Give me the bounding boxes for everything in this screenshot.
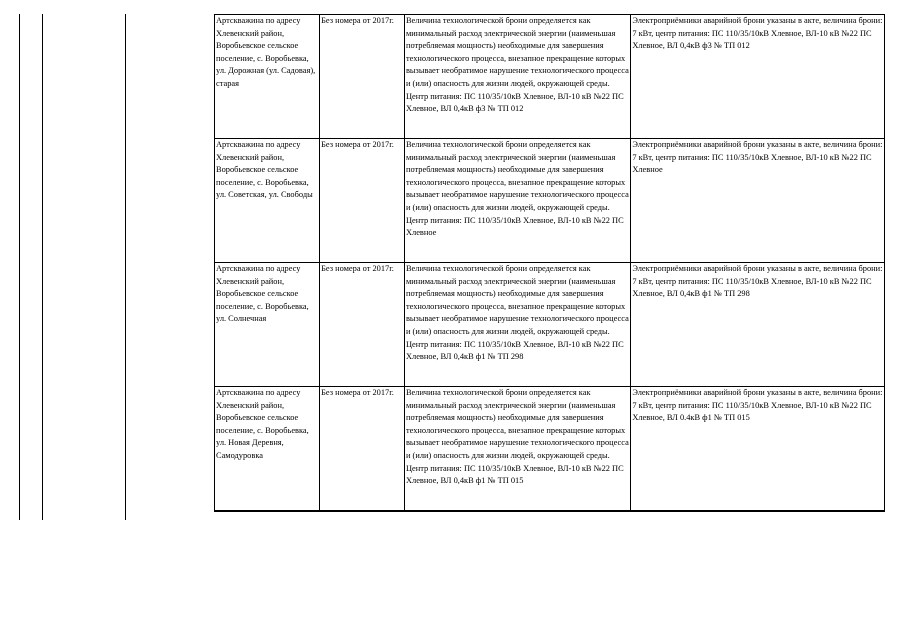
- number-cell: Без номера от 2017г.: [320, 139, 405, 263]
- object-cell: Артскважина по адресу Хлевенский район, Воробьевское сельское поселение, с. Воробьевка, ул. Новая Деревня, Самодуровка: [215, 387, 320, 512]
- emergency-cell: Электроприёмники аварийной брони указаны в акте, величина брони: 7 кВт, центр питания: ПС 110/35/10кВ Хлевное, ВЛ-10 кВ №22 ПС Хлевное, ВЛ 0,4кВ ф1 № ТП 298: [631, 263, 885, 387]
- column-rule-1: [19, 14, 20, 520]
- reserve-table: [214, 14, 885, 512]
- table-row: [215, 139, 885, 263]
- object-cell: Артскважина по адресу Хлевенский район, Воробьевское сельское поселение, с. Воробьевка, ул. Солнечная: [215, 263, 320, 387]
- description-cell: Величина технологической брони определяется как минимальный расход электрической энергии (наименьшая потребляемая мощность) необходимые для завершения технологического процесса, внезапное прекращение которых вызывает необратимое нарушение технологического процесса и (или) опасность для жизни людей, окружающей среды. Центр питания: ПС 110/35/10кВ Хлевное, ВЛ-10 кВ №22 ПС Хлевное, ВЛ 0,4кВ ф1 № ТП 015: [404, 387, 630, 512]
- emergency-cell: Электроприёмники аварийной брони указаны в акте, величина брони: 7 кВт, центр питания: ПС 110/35/10кВ Хлевное, ВЛ-10 кВ №22 ПС Хлевное, ВЛ 0,4кВ ф3 № ТП 012: [631, 15, 885, 139]
- number-cell: Без номера от 2017г.: [320, 263, 405, 387]
- number-cell: Без номера от 2017г.: [320, 387, 405, 512]
- object-cell: Артскважина по адресу Хлевенский район, Воробьевское сельское поселение, с. Воробьевка, ул. Дорожная (ул. Садовая), старая: [215, 15, 320, 139]
- emergency-cell: Электроприёмники аварийной брони указаны в акте, величина брони: 7 кВт, центр питания: ПС 110/35/10кВ Хлевное, ВЛ-10 кВ №22 ПС Хлевное, ВЛ 0.4кВ ф1 № ТП 015: [631, 387, 885, 512]
- column-rule-3: [125, 14, 126, 520]
- description-cell: Величина технологической брони определяется как минимальный расход электрической энергии (наименьшая потребляемая мощность) необходимые для завершения технологического процесса, внезапное прекращение которых вызывает необратимое нарушение технологического процесса и (или) опасность для жизни людей, окружающей среды. Центр питания: ПС 110/35/10кВ Хлевное, ВЛ-10 кВ №22 ПС Хлевное, ВЛ 0,4кВ ф1 № ТП 298: [404, 263, 630, 387]
- table-row: [215, 263, 885, 387]
- column-rule-2: [42, 14, 43, 520]
- number-cell: Без номера от 2017г.: [320, 15, 405, 139]
- description-cell: Величина технологической брони определяется как минимальный расход электрической энергии (наименьшая потребляемая мощность) необходимые для завершения технологического процесса, внезапное прекращение которых вызывает необратимое нарушение технологического процесса и (или) опасность для жизни людей, окружающей среды. Центр питания: ПС 110/35/10кВ Хлевное, ВЛ-10 кВ №22 ПС Хлевное: [404, 139, 630, 263]
- emergency-cell: Электроприёмники аварийной брони указаны в акте, величина брони: 7 кВт, центр питания: ПС 110/35/10кВ Хлевное, ВЛ-10 кВ №22 ПС Хлевное: [631, 139, 885, 263]
- object-cell: Артскважина по адресу Хлевенский район, Воробьевское сельское поселение, с. Воробьевка, ул. Советская, ул. Свободы: [215, 139, 320, 263]
- description-cell: Величина технологической брони определяется как минимальный расход электрической энергии (наименьшая потребляемая мощность) необходимые для завершения технологического процесса, внезапное прекращение которых вызывает необратимое нарушение технологического процесса и (или) опасность для жизни людей, окружающей среды. Центр питания: ПС 110/35/10кВ Хлевное, ВЛ-10 кВ №22 ПС Хлевное, ВЛ 0,4кВ ф3 № ТП 012: [404, 15, 630, 139]
- table-row: [215, 15, 885, 139]
- table-row: [215, 387, 885, 512]
